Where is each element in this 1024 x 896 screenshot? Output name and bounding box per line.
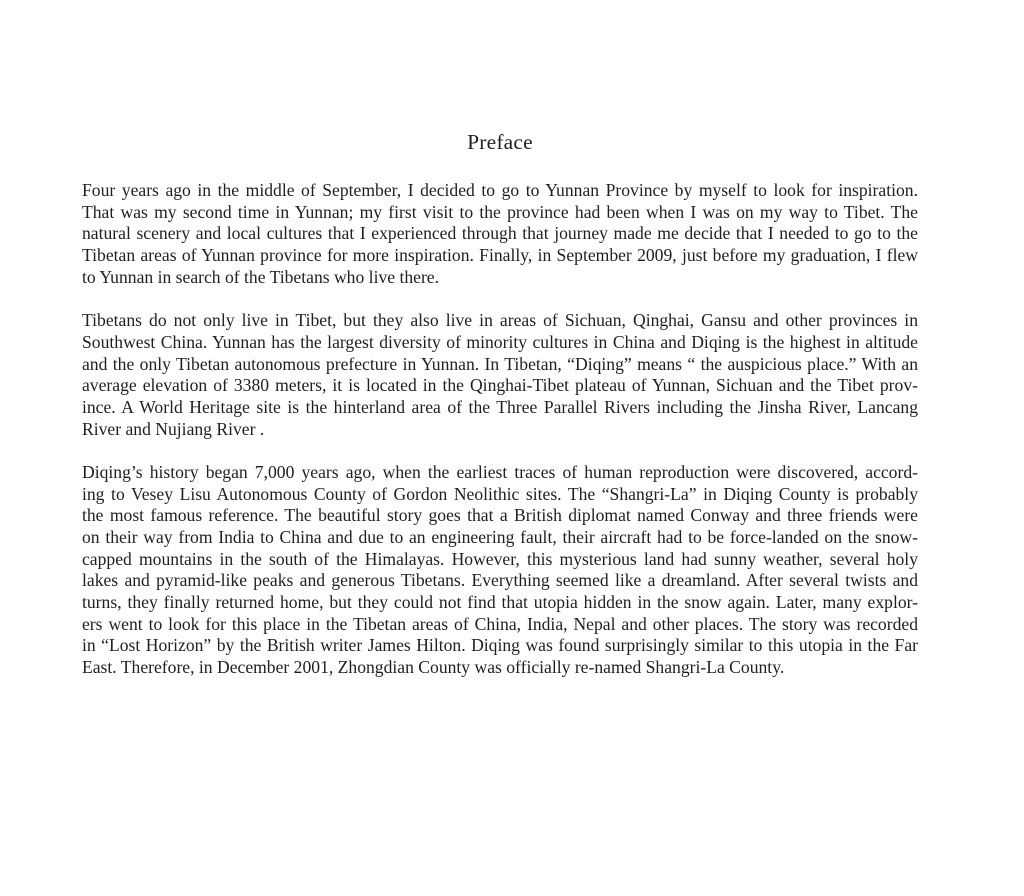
text-line: ers went to look for this place in the Tibetan areas of China, India, Nepal and other places. The story was recorded <box>82 613 918 634</box>
text-line: That was my second time in Yunnan; my first visit to the province had been when I was on my way to Tibet. The <box>82 201 918 222</box>
document-body <box>82 180 918 701</box>
text-line: and the only Tibetan autonomous prefecture in Yunnan. In Tibetan, “Diqing” means “ the auspicious place.” With an <box>82 353 918 374</box>
text-line: average elevation of 3380 meters, it is located in the Qinghai-Tibet plateau of Yunnan, Sichuan and the Tibet prov- <box>82 375 918 396</box>
text-line: the most famous reference. The beautiful story goes that a British diplomat named Conway and three friends were <box>82 505 918 526</box>
text-line: on their way from India to China and due to an engineering fault, their aircraft had to be force-landed on the snow- <box>82 527 918 547</box>
page-title: Preface <box>467 130 533 154</box>
text-line: natural scenery and local cultures that I experienced through that journey made me decide that I needed to go to the <box>82 223 918 244</box>
text-line: East. Therefore, in December 2001, Zhongdian County was officially re-named Shangri-La County. <box>82 657 785 678</box>
text-line: ing to Vesey Lisu Autonomous County of Gordon Neolithic sites. The “Shangri-La” in Diqing County is probably <box>82 483 918 504</box>
text-line: Diqing’s history began 7,000 years ago, when the earliest traces of human reproduction were discovered, accord- <box>82 461 918 482</box>
paragraph-1 <box>82 180 918 288</box>
text-line: capped mountains in the south of the Himalayas. However, this mysterious land had sunny weather, several holy <box>82 548 918 569</box>
text-line: Southwest China. Yunnan has the largest diversity of minority cultures in China and Diqing is the highest in altitude <box>82 331 918 352</box>
text-line: Tibetans do not only live in Tibet, but they also live in areas of Sichuan, Qinghai, Gansu and other provinces in <box>82 310 918 331</box>
text-line: turns, they finally returned home, but they could not find that utopia hidden in the snow again. Later, many explor- <box>82 592 918 613</box>
text-line: lakes and pyramid-like peaks and generous Tibetans. Everything seemed like a dreamland. After several twists and <box>82 570 918 591</box>
text-line: in “Lost Horizon” by the British writer James Hilton. Diqing was found surprisingly similar to this utopia in the Far <box>82 635 918 656</box>
text-line: Four years ago in the middle of September, I decided to go to Yunnan Province by myself to look for inspiration. <box>82 180 918 200</box>
text-line: Tibetan areas of Yunnan province for more inspiration. Finally, in September 2009, just before my graduation, I flew <box>82 245 918 266</box>
text-line: ince. A World Heritage site is the hinterland area of the Three Parallel Rivers including the Jinsha River, Lancang <box>82 396 918 417</box>
paragraph-3 <box>82 462 918 679</box>
text-line: to Yunnan in search of the Tibetans who live there. <box>82 266 440 287</box>
text-line: River and Nujiang River . <box>82 418 265 439</box>
paragraph-2 <box>82 310 918 440</box>
